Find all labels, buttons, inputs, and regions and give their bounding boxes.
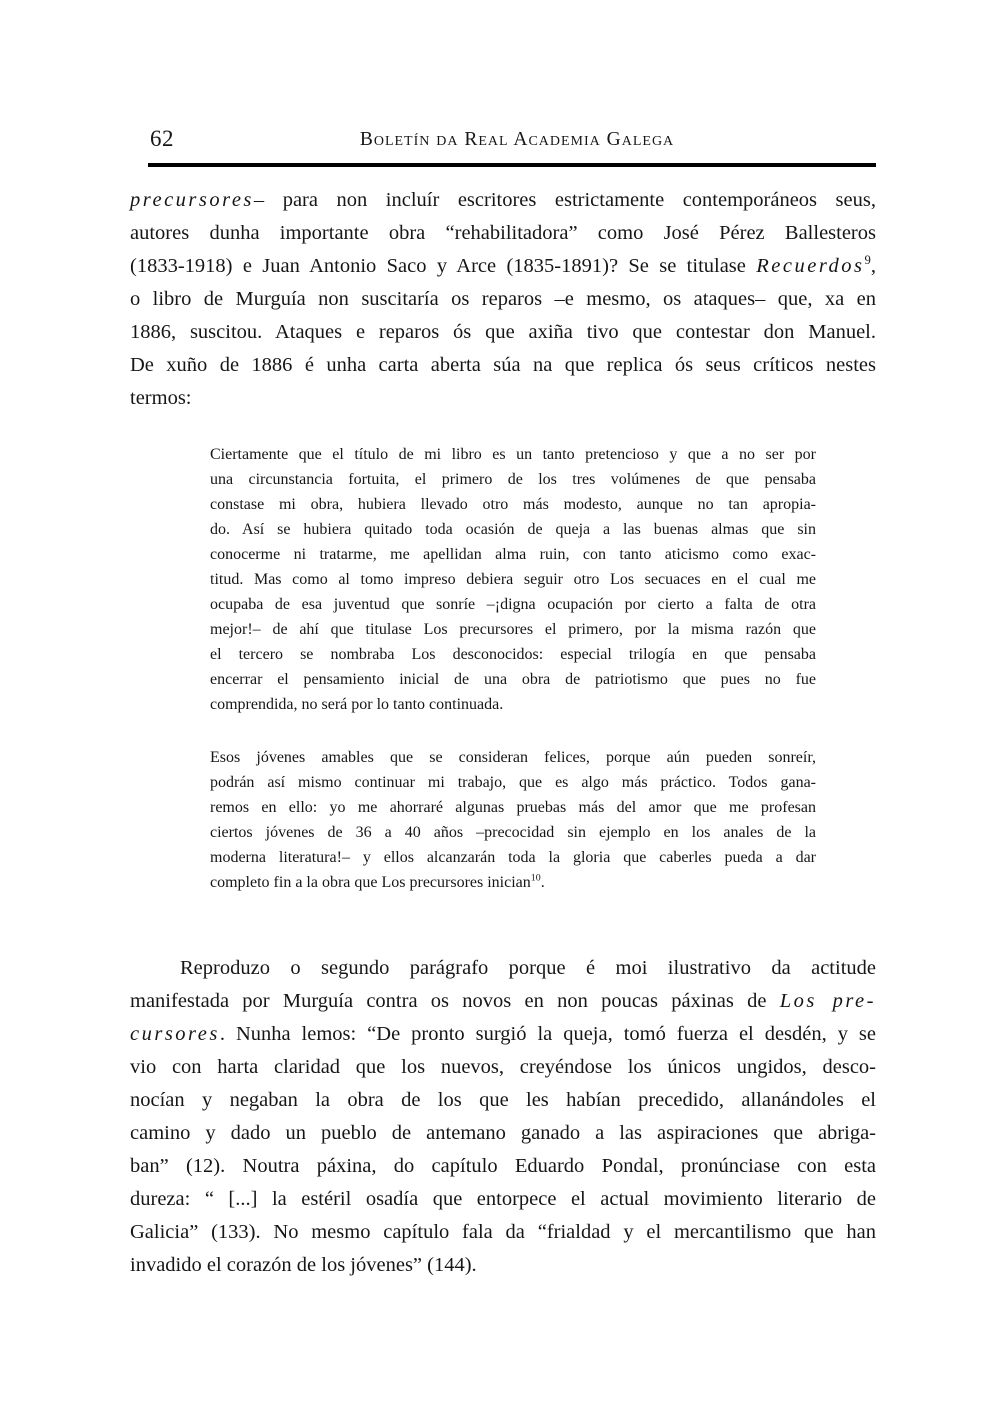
text-segment: 1886, suscitou. Ataques e reparos ós que axiña tivo que contestar don Manuel. [130, 321, 876, 343]
text-line [210, 795, 816, 820]
italic-title-text: Los pre- [779, 990, 876, 1012]
footnote-reference: 10 [530, 872, 541, 884]
text-line [210, 592, 816, 617]
running-head [130, 126, 876, 156]
text-segment: – para non incluír escritores estrictamente contemporáneos seus, [253, 189, 876, 211]
text-segment: dureza: “ [...] la estéril osadía que entorpece el actual movimiento literario de [130, 1188, 876, 1210]
text-line [210, 870, 816, 895]
text-line [130, 382, 876, 415]
text-segment: De xuño de 1886 é unha carta aberta súa na que replica ós seus críticos nestes [130, 354, 876, 376]
text-segment: el tercero se nombraba Los desconocidos: especial trilogía en que pensaba [210, 646, 816, 663]
text-line [130, 1150, 876, 1183]
text-line [130, 985, 876, 1018]
page-number: 62 [150, 126, 174, 151]
quote-paragraph-1 [210, 442, 816, 717]
text-line [210, 667, 816, 692]
text-segment: remos en ello: yo me ahorraré algunas pruebas más del amor que me profesan [210, 799, 816, 816]
text-line [130, 349, 876, 382]
text-segment: mejor!– de ahí que titulase Los precursores el primero, por la misma razón que [210, 621, 816, 638]
text-line [130, 1117, 876, 1150]
italic-title-text: cursores [130, 1023, 220, 1045]
text-segment: termos: [130, 387, 192, 409]
text-segment: ocupaba de esa juventud que sonríe –¡digna ocupación por cierto a falta de otra [210, 596, 816, 613]
journal-title: Boletín da Real Academia Galega [359, 129, 675, 150]
text-line [210, 442, 816, 467]
text-segment: Galicia” (133). No mesmo capítulo fala da “frialdad y el mercantilismo que han [130, 1221, 876, 1243]
text-line [210, 692, 816, 717]
text-line [130, 283, 876, 316]
italic-title-text: precursores [130, 189, 254, 211]
text-segment: Reproduzo o segundo parágrafo porque é moi ilustrativo da actitude [180, 957, 876, 979]
italic-title-text: Recuerdos [756, 255, 865, 277]
text-segment: , [870, 255, 876, 277]
text-segment: do. Así se hubiera quitado toda ocasión de queja a las buenas almas que sin [210, 521, 816, 538]
text-line [210, 820, 816, 845]
text-line [210, 567, 816, 592]
text-line [210, 467, 816, 492]
text-segment: conocerme ni tratarme, me apellidan alma ruin, con tanto aticismo como exac- [210, 546, 816, 563]
text-segment: una circunstancia fortuita, el primero de los tres volúmenes de que pensaba [210, 471, 816, 488]
text-segment: completo fin a la obra que Los precursores inician [210, 874, 531, 891]
text-line [130, 1249, 876, 1282]
text-segment: ban” (12). Noutra páxina, do capítulo Eduardo Pondal, pronúnciase con esta [130, 1155, 876, 1177]
text-line [210, 770, 816, 795]
text-segment: titud. Mas como al tomo impreso debiera seguir otro Los secuaces en el cual me [210, 571, 816, 588]
text-line [210, 542, 816, 567]
text-line [130, 184, 876, 217]
text-line [210, 617, 816, 642]
text-line [130, 250, 876, 283]
quote-paragraph-2 [210, 745, 816, 895]
text-segment: ciertos jóvenes de 36 a 40 años –precocidad sin ejemplo en los anales de la [210, 824, 816, 841]
paragraph-intro [130, 184, 876, 415]
text-line [210, 517, 816, 542]
text-line [210, 745, 816, 770]
text-segment: constase mi obra, hubiera llevado otro más modesto, aunque no tan apropia- [210, 496, 816, 513]
text-segment: encerrar el pensamiento inicial de una obra de patriotismo que pues no fue [210, 671, 816, 688]
text-segment: . Nunha lemos: “De pronto surgió la queja, tomó fuerza el desdén, y se [219, 1023, 876, 1045]
footnote-reference: 9 [864, 253, 871, 268]
text-segment: vio con harta claridad que los nuevos, creyéndose los únicos ungidos, desco- [130, 1056, 876, 1078]
text-line [130, 1084, 876, 1117]
text-segment: Esos jóvenes amables que se consideran felices, porque aún pueden sonreír, [210, 749, 816, 766]
text-segment: o libro de Murguía non suscitaría os reparos –e mesmo, os ataques– que, xa en [130, 288, 876, 310]
block-quote [210, 442, 816, 895]
text-segment: manifestada por Murguía contra os novos en non poucas páxinas de [130, 990, 780, 1012]
text-line [210, 492, 816, 517]
text-line [130, 1216, 876, 1249]
text-segment: . [540, 874, 545, 891]
header-rule [148, 163, 876, 167]
text-segment: Ciertamente que el título de mi libro es un tanto pretencioso y que a no ser por [210, 446, 816, 463]
text-line [210, 845, 816, 870]
text-segment: comprendida, no será por lo tanto continuada. [210, 696, 504, 713]
text-line [130, 1183, 876, 1216]
text-segment: autores dunha importante obra “rehabilitadora” como José Pérez Ballesteros [130, 222, 876, 244]
text-segment: invadido el corazón de los jóvenes” (144). [130, 1254, 477, 1276]
text-segment: (1833-1918) e Juan Antonio Saco y Arce (1835-1891)? Se se titulase [130, 255, 757, 277]
text-line [210, 642, 816, 667]
text-segment: podrán así mismo continuar mi trabajo, que es algo más práctico. Todos gana- [210, 774, 816, 791]
text-line [130, 952, 876, 985]
text-segment: moderna literatura!– y ellos alcanzarán toda la gloria que caberles pueda a dar [210, 849, 816, 866]
paragraph-commentary [130, 952, 876, 1282]
text-segment: camino y dado un pueblo de antemano ganado a las aspiraciones que abriga- [130, 1122, 876, 1144]
text-line [130, 1018, 876, 1051]
text-line [130, 217, 876, 250]
text-segment: nocían y negaban la obra de los que les habían precedido, allanándoles el [130, 1089, 876, 1111]
text-line [130, 316, 876, 349]
text-line [130, 1051, 876, 1084]
